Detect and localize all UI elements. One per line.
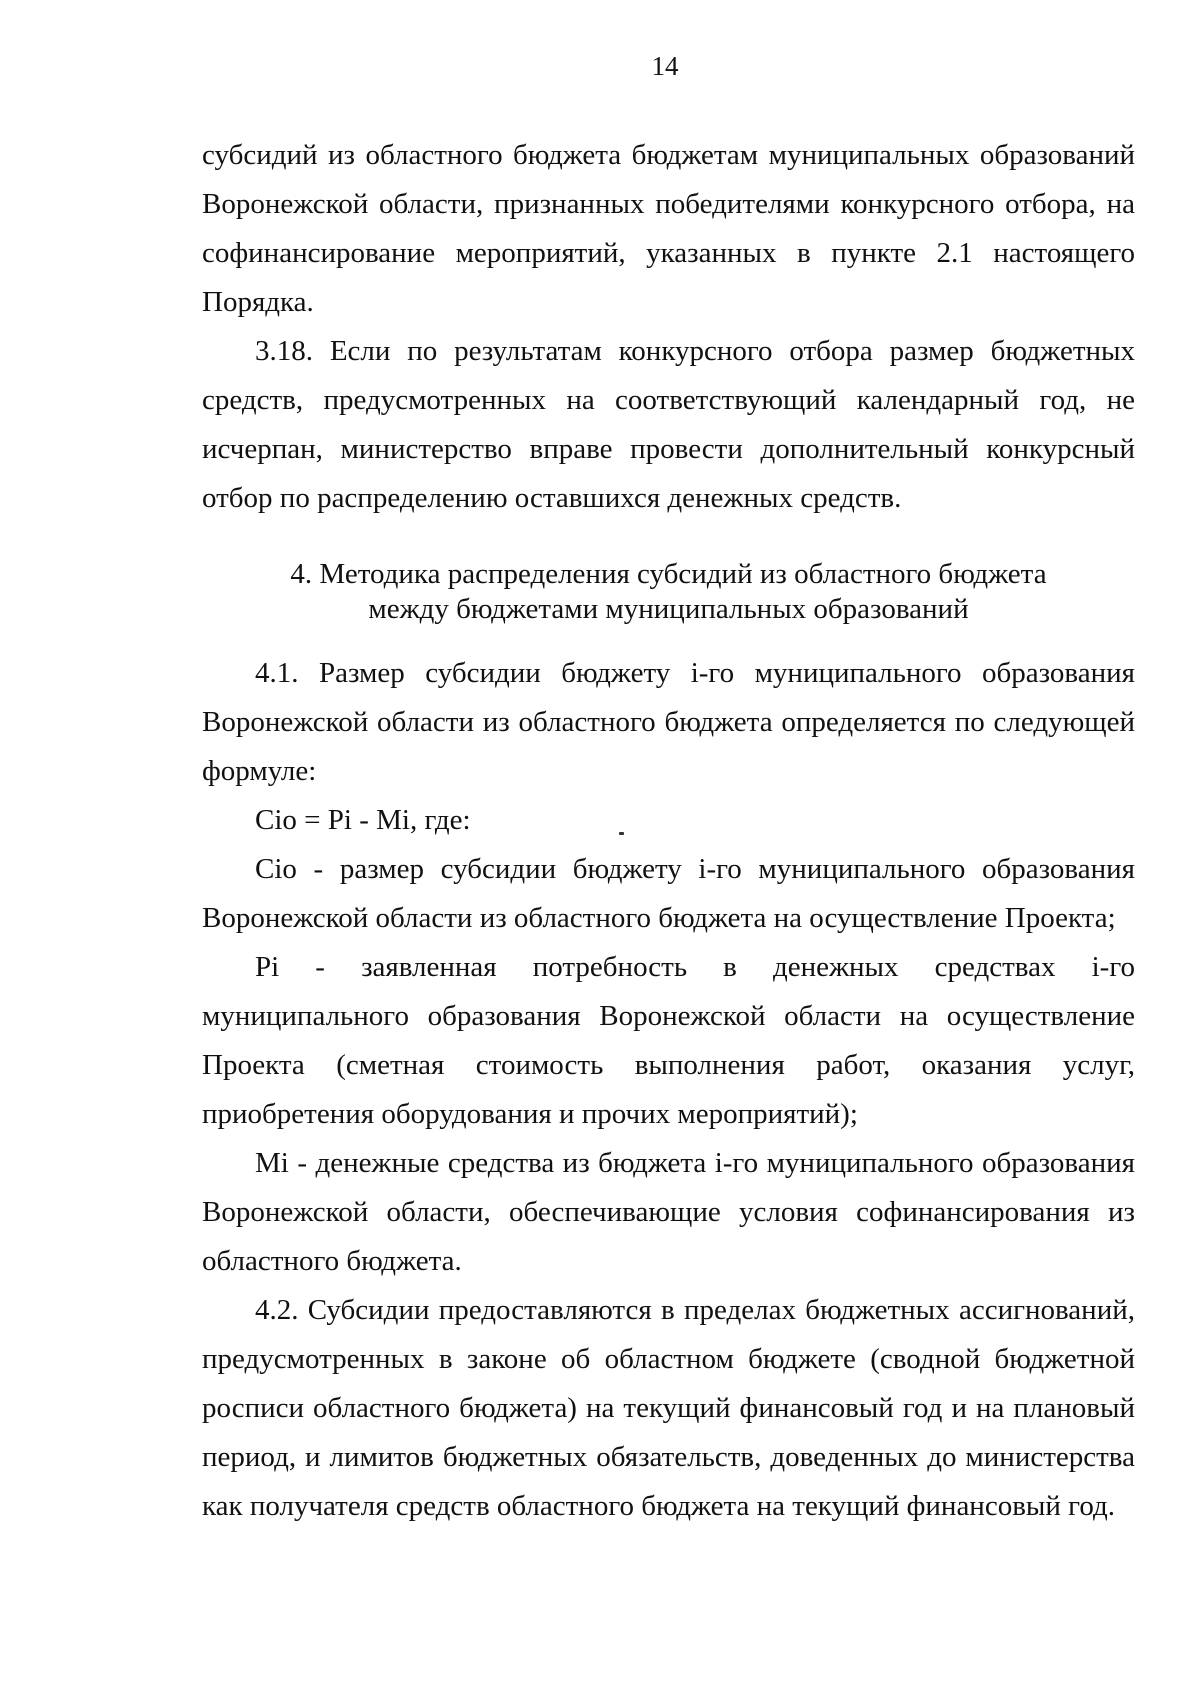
page-number: 14	[651, 51, 679, 81]
section-3-text	[202, 131, 1135, 523]
scan-speck	[619, 832, 624, 835]
paragraph-3-18: 3.18. Если по результатам конкурсного отбора размер бюджетных средств, предусмотренных на соответствующий календарный год, не исчерпан, министерство вправе провести дополнительный конкурсный отбор по распределению оставшихся денежных средств.	[202, 335, 1135, 514]
section-4-text	[202, 649, 1135, 1531]
heading-line-2: между бюджетами муниципальных образований	[368, 593, 969, 625]
section-4-heading	[202, 557, 1135, 627]
paragraph-3-17-continuation: субсидий из областного бюджета бюджетам муниципальных образований Воронежской области, признанных победителями конкурсного отбора, на софинансирование мероприятий, указанных в пункте 2.1 настоящего Порядка.	[202, 139, 1135, 318]
paragraph-4-1: 4.1. Размер субсидии бюджету i-го муниципального образования Воронежской области из областного бюджета определяется по следующей формуле:	[202, 657, 1135, 787]
formula-line: Cio = Pi - Mi, где:	[255, 804, 471, 836]
definition-cio: Cio - размер субсидии бюджету i-го муниципального образования Воронежской области из областного бюджета на осуществление Проекта;	[202, 853, 1135, 934]
paragraph-4-2: 4.2. Субсидии предоставляются в пределах бюджетных ассигнований, предусмотренных в законе об областном бюджете (сводной бюджетной росписи областного бюджета) на текущий финансовый год и на плановый период, и лимитов бюджетных обязательств, доведенных до министерства как получателя средств областного бюджета на текущий финансовый год.	[202, 1294, 1135, 1522]
heading-line-1: 4. Методика распределения субсидий из областного бюджета	[290, 558, 1047, 590]
definition-pi: Pi - заявленная потребность в денежных средствах i-го муниципального образования Воронежской области на осуществление Проекта (сметная стоимость выполнения работ, оказания услуг, приобретения оборудования и прочих мероприятий);	[202, 951, 1135, 1130]
definition-mi: Mi - денежные средства из бюджета i-го муниципального образования Воронежской области, обеспечивающие условия софинансирования из областного бюджета.	[202, 1147, 1135, 1277]
